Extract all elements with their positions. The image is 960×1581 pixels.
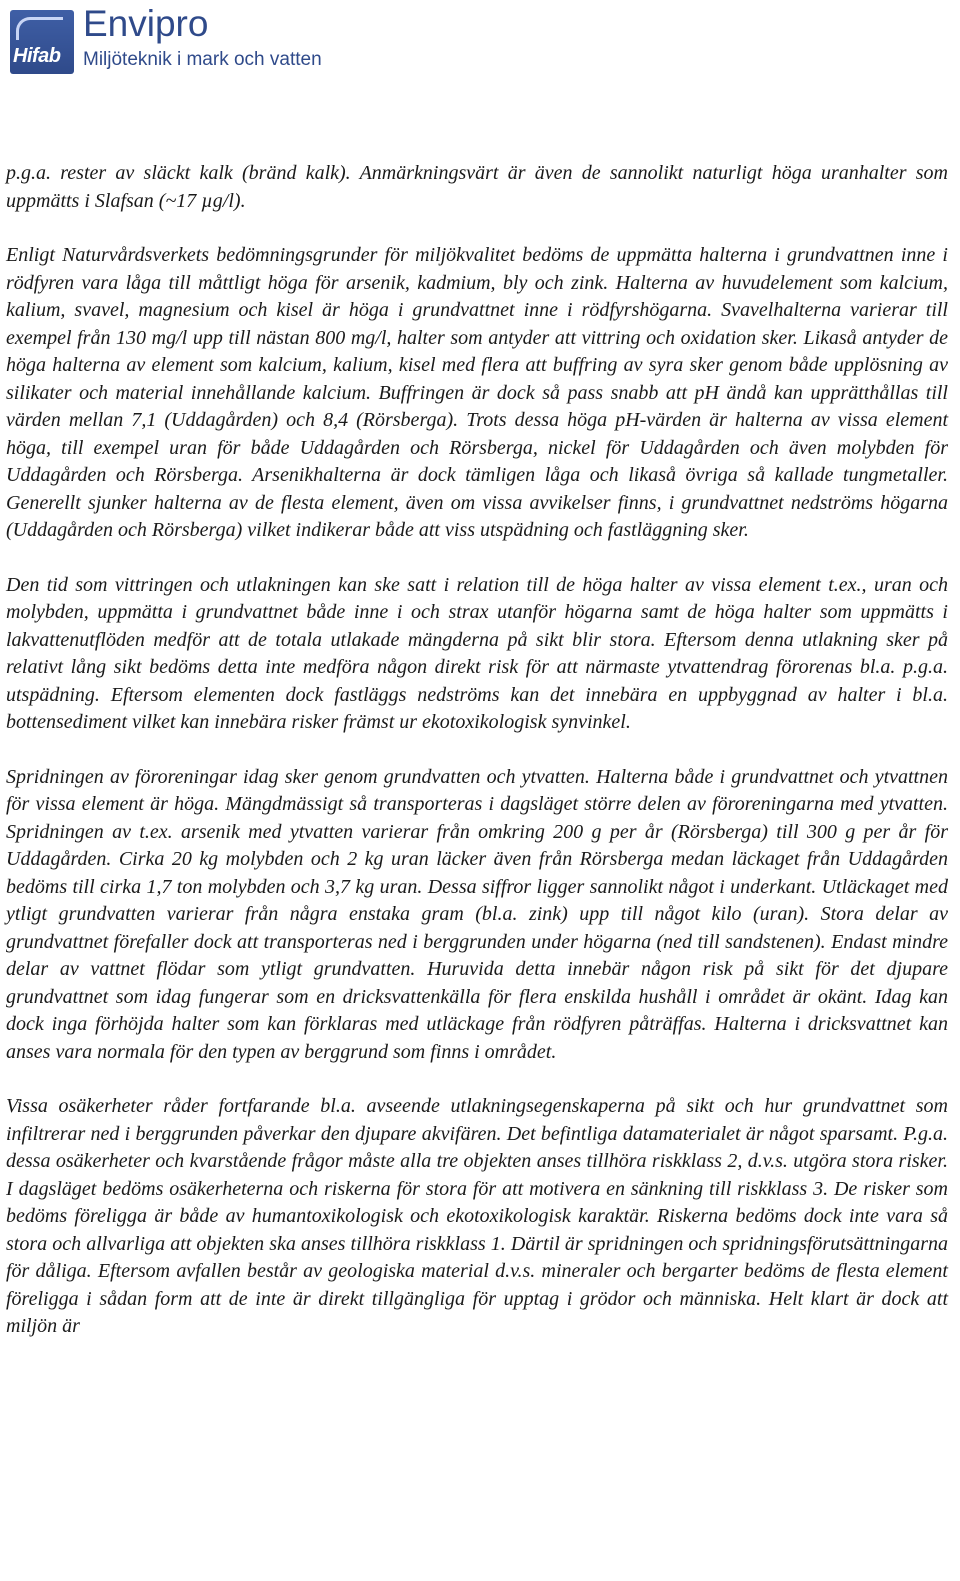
- brand-subtitle: Miljöteknik i mark och vatten: [83, 49, 322, 70]
- document-header: [10, 3, 340, 80]
- document-body: [6, 160, 948, 1341]
- paragraph-4: Spridningen av föroreningar idag sker genom grundvatten och ytvatten. Halterna både i grundvattnet och ytvattnen för vissa element är höga. Mängdmässigt så transporteras i dagsläget större delen av föroreningarna med ytvatten. Spridningen av t.ex. arsenik med ytvatten varierar från omkring 200 g per år (Rörsberga) till 300 g per år för Uddagården. Cirka 20 kg molybden och 2 kg uran läcker även från Rörsberga medan läckaget från Uddagården bedöms till cirka 1,7 ton molybden och 3,7 kg uran. Dessa siffror ligger sannolikt något i underkant. Utläckaget med ytligt grundvatten varierar från några enstaka gram (bl.a. zink) upp till något kilo (uran). Stora delar av grundvattnet förefaller dock att transporteras ned i berggrunden under högarna (ned till sandstenen). Endast mindre delar av vattnet flödar som ytligt grundvatten. Huruvida detta innebär någon risk på sikt för det djupare grundvattnet som idag fungerar som en dricksvattenkälla för flera enskilda hushåll i området är okänt. Idag kan dock inga förhöjda halter som kan förklaras med utläckage från rödfyren påträffas. Halterna i dricksvattnet kan anses vara normala för den typen av berggrund som finns i området.: [6, 765, 948, 1063]
- paragraph-2: Enligt Naturvårdsverkets bedömningsgrunder för miljökvalitet bedöms de uppmätta halterna i grundvattnen inne i rödfyren vara låga till måttligt höga för arsenik, kadmium, bly och zink. Halterna av huvudelement som kalcium, kalium, svavel, magnesium och kisel är höga i grundvattnet inne i rödfyrshögarna. Svavelhalterna varierar till exempel från 130 mg/l upp till nästan 800 mg/l, halter som antyder att vittring och oxidation sker. Likaså antyder de höga halterna av element som kalcium, kalium, kisel med flera att buffring av syra sker genom både upplösning av silikater och material innehållande kalcium. Buffringen är dock så pass snabb att pH ändå kan upprätthållas till värden mellan 7,1 (Uddagården) och 8,4 (Rörsberga). Trots dessa höga pH-värden är halterna av vissa element höga, till exempel uran för både Uddagården och Rörsberga, nickel för Uddagården och även molybden för Uddagården och Rörsberga. Arsenikhalterna är dock tämligen låga och likaså övriga så kallade tungmetaller. Generellt sjunker halterna av de flesta element, även om vissa avvikelser finns, i grundvattnet nedströms högarna (Uddagården och Rörsberga) vilket indikerar både att viss utspädning och fastläggning sker.: [6, 244, 948, 541]
- paragraph-1: p.g.a. rester av släckt kalk (bränd kalk). Anmärkningsvärt är även de sannolikt naturligt höga uranhalter som uppmätts i Slafsan (~17 µg/l).: [6, 162, 948, 212]
- brand-title: Envipro: [83, 3, 209, 44]
- logo-text: Hifab: [13, 45, 61, 67]
- paragraph-5: Vissa osäkerheter råder fortfarande bl.a. avseende utlakningsegenskaperna på sikt och hur grundvattnet som infiltrerar ned i berggrunden påverkar den djupare akvifären. Det befintliga datamaterialet är något sparsamt. P.g.a. dessa osäkerheter och kvarstående frågor måste alla tre objekten anses tillhöra riskklass 2, d.v.s. utgöra stora risker. I dagsläget bedöms osäkerheterna och riskerna för stora för att motivera en sänkning till riskklass 3. De risker som bedöms föreligga är både av humantoxikologisk och ekotoxikologisk karaktär. Riskerna bedöms dock inte vara så stora och allvarliga att objekten ska anses tillhöra riskklass 1. Därtil är spridningen och spridningsförutsättningarna för dåliga. Eftersom avfallen består av geologiska material d.v.s. mineraler och bergarter bedöms de flesta element föreligga i sådan form att de inte är direkt tillgängliga för upptag i grödor och människa. Helt klart är dock att miljön är: [6, 1095, 948, 1337]
- logo-swoosh-icon: [16, 17, 63, 40]
- hifab-logo: [10, 10, 74, 74]
- paragraph-3: Den tid som vittringen och utlakningen kan ske satt i relation till de höga halter av vissa element t.ex., uran och molybden, uppmätta i grundvattnet både inne i och strax utanför högarna samt de höga halter som uppmätts i lakvattenutflöden medför att de totala utlakade mängderna på sikt blir stora. Eftersom denna utlakning sker på relativt lång sikt bedöms detta inte medföra någon direkt risk för att närmaste ytvattendrag förorenas bl.a. p.g.a. utspädning. Eftersom elementen dock fastläggs nedströms kan det innebära en uppbyggnad av halter i bl.a. bottensediment vilket kan innebära risker främst ur ekotoxikologisk synvinkel.: [6, 573, 948, 733]
